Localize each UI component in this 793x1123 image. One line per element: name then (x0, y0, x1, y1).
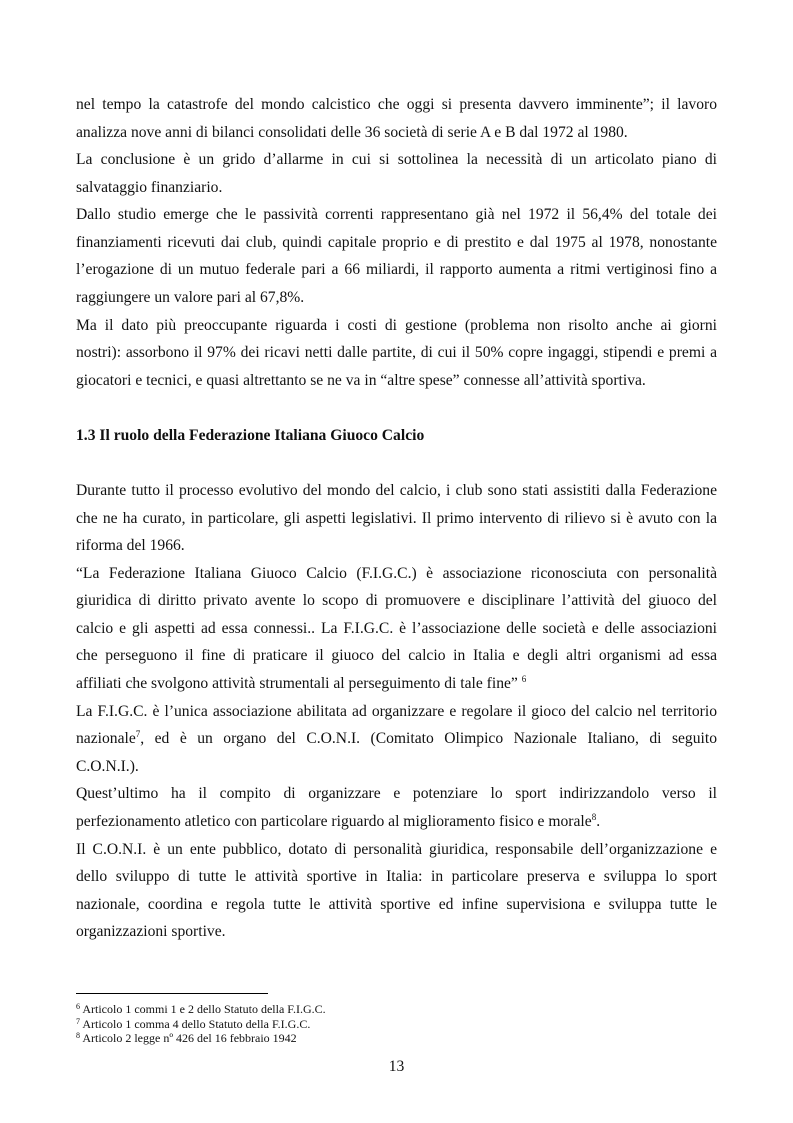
footnote-ref-8[interactable]: 8 (591, 812, 597, 822)
body-line: nazionale, coordina e regola tutte le attività sportive ed infine supervisiona e sviluppa tutte le (76, 896, 717, 913)
body-line: salvataggio finanziario. (76, 179, 223, 196)
body-line: l’erogazione di un mutuo federale pari a 66 miliardi, il rapporto aumenta a ritmi vertiginosi fino a (76, 261, 717, 278)
body-line: finanziamenti ricevuti dai club, quindi capitale proprio e di prestito e dal 1975 al 1978, nonostante (76, 234, 717, 251)
page-number: 13 (388, 1058, 405, 1075)
body-text: nazionale (76, 730, 136, 747)
quote-line (76, 674, 717, 694)
footnote-8 (76, 1031, 297, 1045)
quote-end-text: affiliati che svolgono attività strumentali al perseguimento di tale fine” (76, 675, 522, 692)
body-line (76, 729, 717, 749)
footnote-text: Articolo 1 commi 1 e 2 dello Statuto della F.I.G.C. (80, 1002, 326, 1016)
footnote-number: 6 (76, 1002, 80, 1011)
body-line: organizzazioni sportive. (76, 923, 226, 940)
footnote-ref-7[interactable]: 7 (135, 729, 141, 739)
body-text: . (596, 813, 601, 830)
quote-line: giuridica di diritto privato avente lo scopo di promuovere e disciplinare l’attività del giuoco del (76, 592, 717, 609)
body-text: perfezionamento atletico con particolare riguardo al miglioramento fisico e morale (76, 813, 592, 830)
footnote-text: Articolo 1 comma 4 dello Statuto della F.I.G.C. (80, 1017, 311, 1031)
body-line: Quest’ultimo ha il compito di organizzare e potenziare lo sport indirizzandolo verso il (76, 785, 717, 802)
body-line: riforma del 1966. (76, 537, 185, 554)
body-line: dello sviluppo di tutte le attività sportive in Italia: in particolare preserva e sviluppa lo sport (76, 868, 717, 885)
quote-line: “La Federazione Italiana Giuoco Calcio (F.I.G.C.) è associazione riconosciuta con personalità (76, 565, 717, 582)
body-line: La conclusione è un grido d’allarme in cui si sottolinea la necessità di un articolato piano di (76, 151, 717, 168)
footnote-text: Articolo 2 legge nº 426 del 16 febbraio 1942 (80, 1031, 297, 1045)
body-line: La F.I.G.C. è l’unica associazione abilitata ad organizzare e regolare il gioco del calcio nel territorio (76, 703, 717, 720)
footnote-number: 7 (76, 1017, 80, 1026)
footnote-separator (76, 993, 268, 994)
body-line: Dallo studio emerge che le passività correnti rappresentano già nel 1972 il 56,4% del totale dei (76, 206, 717, 223)
body-line: Il C.O.N.I. è un ente pubblico, dotato di personalità giuridica, responsabile dell’organizzazione e (76, 841, 717, 858)
body-line: Durante tutto il processo evolutivo del mondo del calcio, i club sono stati assistiti dalla Federazione (76, 482, 717, 499)
body-line: nostri): assorbono il 97% dei ricavi netti dalle partite, di cui il 50% copre ingaggi, stipendi e premi a (76, 344, 717, 361)
quote-line: calcio e gli aspetti ad essa connessi.. La F.I.G.C. è l’associazione delle società e delle associazioni (76, 620, 717, 637)
footnote-ref-6[interactable]: 6 (521, 674, 527, 684)
section-heading: 1.3 Il ruolo della Federazione Italiana Giuoco Calcio (76, 427, 425, 444)
body-line: raggiungere un valore pari al 67,8%. (76, 289, 305, 306)
body-line: C.O.N.I.). (76, 758, 139, 775)
footnote-number: 8 (76, 1031, 80, 1040)
body-line: analizza nove anni di bilanci consolidati delle 36 società di serie A e B dal 1972 al 1980. (76, 124, 628, 141)
body-line: che ne ha curato, in particolare, gli aspetti legislativi. Il primo intervento di rilievo si è avuto con la (76, 510, 717, 527)
footnote-7 (76, 1017, 310, 1031)
body-line: giocatori e tecnici, e quasi altrettanto se ne va in “altre spese” connesse all’attività sportiva. (76, 372, 646, 389)
body-line (76, 812, 717, 832)
footnote-6 (76, 1002, 326, 1016)
body-text: , ed è un organo del C.O.N.I. (Comitato Olimpico Nazionale Italiano, di seguito (140, 730, 717, 747)
body-line: Ma il dato più preoccupante riguarda i costi di gestione (problema non risolto anche ai giorni (76, 317, 717, 334)
quote-line: che perseguono il fine di praticare il giuoco del calcio in Italia e degli altri organismi ad essa (76, 647, 717, 664)
body-line: nel tempo la catastrofe del mondo calcistico che oggi si presenta davvero imminente”; il lavoro (76, 96, 717, 113)
